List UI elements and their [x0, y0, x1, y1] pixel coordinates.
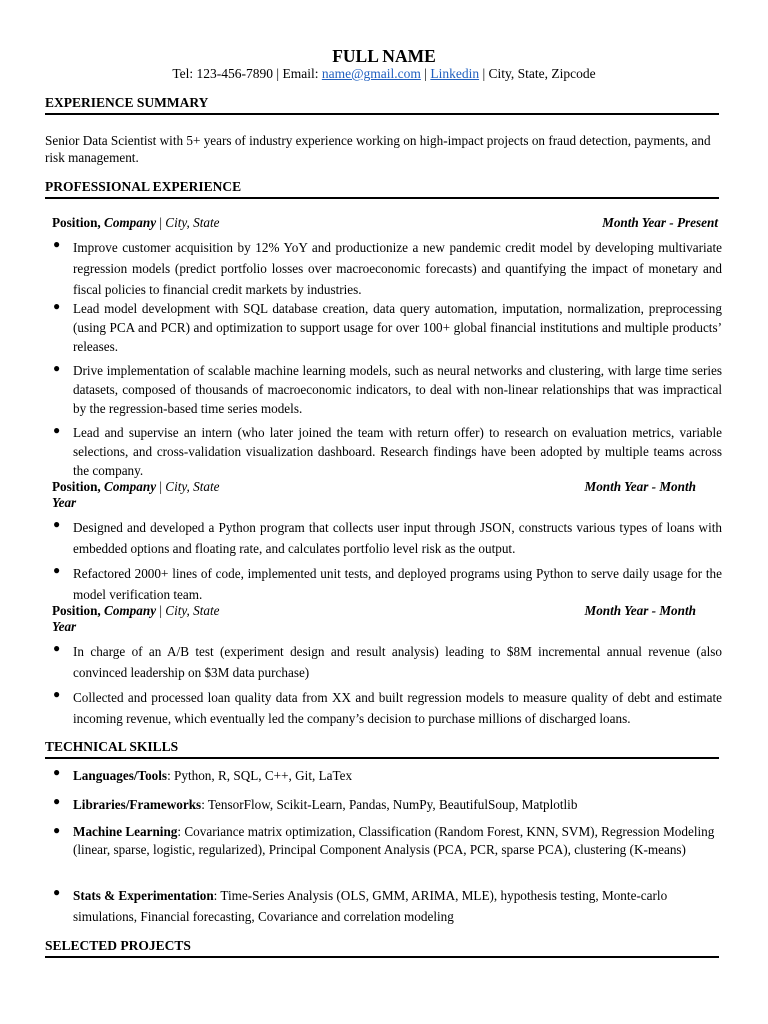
job-separator: |	[156, 603, 166, 618]
skill-text	[73, 765, 722, 786]
job-company: Company	[104, 603, 157, 618]
job-header	[52, 603, 718, 634]
bullet-icon: ●	[53, 517, 61, 531]
bullet-icon: ●	[53, 765, 61, 779]
contact-line	[0, 66, 768, 82]
list-item	[53, 687, 722, 729]
job-location: City, State	[165, 479, 220, 494]
bullet-icon: ●	[53, 687, 61, 701]
bullet-icon: ●	[53, 237, 61, 251]
job-location: City, State	[165, 215, 220, 230]
linkedin-link[interactable]: Linkedin	[430, 66, 480, 81]
bullet-icon: ●	[53, 885, 61, 899]
bullet-icon: ●	[53, 563, 61, 577]
skill-value: : Time-Series Analysis (OLS, GMM, ARIMA, MLE), hypothesis testing, Monte-carlo simulations, Financial forecasting, Covariance and correlation modeling	[73, 888, 668, 924]
list-item	[53, 517, 722, 559]
job-position: Position,	[52, 603, 105, 618]
full-name: FULL NAME	[332, 46, 436, 66]
job-dates: Month Year - Month	[584, 479, 696, 494]
bullet-text: Lead model development with SQL database creation, data query automation, imputation, normalization, preprocessing (using PCA and PCR) and optimization to support usage for over 100+ global financial institutions and multiple products’ releases.	[73, 301, 722, 354]
job-position: Position,	[52, 479, 105, 494]
skill-label: Stats & Experimentation	[73, 888, 214, 903]
list-item	[53, 237, 722, 300]
job-separator: |	[156, 479, 166, 494]
bullet-text: Improve customer acquisition by 12% YoY and productionize a new pandemic credit model by developing multivariate regression models (predict portfolio losses over macroeconomic forecasts) and quantifying the impact of monetary and fiscal policies to financial credit markets by industries.	[73, 240, 722, 297]
job-header	[52, 479, 718, 510]
skill-text	[73, 823, 722, 859]
skill-text	[73, 885, 722, 927]
bullet-icon: ●	[53, 823, 61, 837]
job-dates: Month Year - Month	[584, 603, 696, 618]
skill-value: : Python, R, SQL, C++, Git, LaTex	[167, 768, 353, 783]
job-dates: Month Year - Present	[602, 215, 718, 230]
section-heading-projects: SELECTED PROJECTS	[45, 938, 719, 958]
job-location: City, State	[165, 603, 220, 618]
list-item	[53, 361, 722, 418]
skill-item	[53, 885, 722, 927]
summary-text: Senior Data Scientist with 5+ years of industry experience working on high-impact projects on fraud detection, payments, and risk management.	[45, 133, 711, 165]
bullet-icon: ●	[53, 423, 61, 437]
bullet-icon: ●	[53, 299, 61, 313]
contact-separator: |	[420, 66, 431, 81]
section-heading-experience: PROFESSIONAL EXPERIENCE	[45, 179, 719, 199]
job-position: Position,	[52, 215, 105, 230]
job-company: Company	[104, 215, 157, 230]
bullet-icon: ●	[53, 361, 61, 375]
bullet-text: Lead and supervise an intern (who later joined the team with return offer) to research on evaluation metrics, variable selections, and cross-validation visualization dashboard. Research findings have been adopted by multiple teams across the company.	[73, 425, 722, 478]
list-item	[53, 641, 722, 683]
section-heading-skills: TECHNICAL SKILLS	[45, 739, 719, 759]
job-dates-wrap: Year	[52, 495, 77, 510]
skill-item	[53, 794, 722, 815]
bullet-text: Refactored 2000+ lines of code, implemented unit tests, and deployed programs using Python to serve daily usage for the model verification team.	[73, 566, 722, 602]
bullet-icon: ●	[53, 641, 61, 655]
skill-text	[73, 794, 722, 815]
job-header	[52, 215, 718, 231]
tel-email-label: Tel: 123-456-7890 | Email:	[172, 66, 322, 81]
job-separator: |	[156, 215, 166, 230]
bullet-text: In charge of an A/B test (experiment design and result analysis) leading to $8M incremental annual revenue (also convinced leadership on $3M data purchase)	[73, 644, 722, 680]
job-dates-wrap: Year	[52, 619, 77, 634]
skill-label: Languages/Tools	[73, 768, 168, 783]
bullet-icon: ●	[53, 794, 61, 808]
skill-value: : TensorFlow, Scikit-Learn, Pandas, NumPy, BeautifulSoup, Matplotlib	[201, 797, 578, 812]
skill-item	[53, 823, 722, 859]
email-link[interactable]: name@gmail.com	[321, 66, 421, 81]
bullet-text: Designed and developed a Python program that collects user input through JSON, constructs various types of loans with embedded options and floating rate, and calculates portfolio level risk as the output.	[73, 520, 722, 556]
job-company: Company	[104, 479, 157, 494]
list-item	[53, 299, 722, 356]
section-heading-summary: EXPERIENCE SUMMARY	[45, 95, 719, 115]
bullet-text: Collected and processed loan quality data from XX and built regression models to measure quality of debt and estimate incoming revenue, which eventually led the company’s decision to purchase millions of discharged loans.	[73, 690, 722, 726]
location-text: | City, State, Zipcode	[479, 66, 596, 81]
list-item	[53, 563, 722, 605]
skill-label: Machine Learning	[73, 824, 178, 839]
bullet-text: Drive implementation of scalable machine learning models, such as neural networks and clustering, with large time series datasets, composed of thousands of macroeconomic indicators, to deal with non-linear relationships that was impractical by the regression-based time series models.	[73, 363, 722, 416]
skill-item	[53, 765, 722, 786]
list-item	[53, 423, 722, 480]
skill-value: : Covariance matrix optimization, Classification (Random Forest, KNN, SVM), Regression Modeling (linear, sparse, logistic, regularized), Principal Component Analysis (PCA, PCR, sparse PCA), clustering (K-means)	[73, 824, 715, 857]
skill-label: Libraries/Frameworks	[73, 797, 202, 812]
